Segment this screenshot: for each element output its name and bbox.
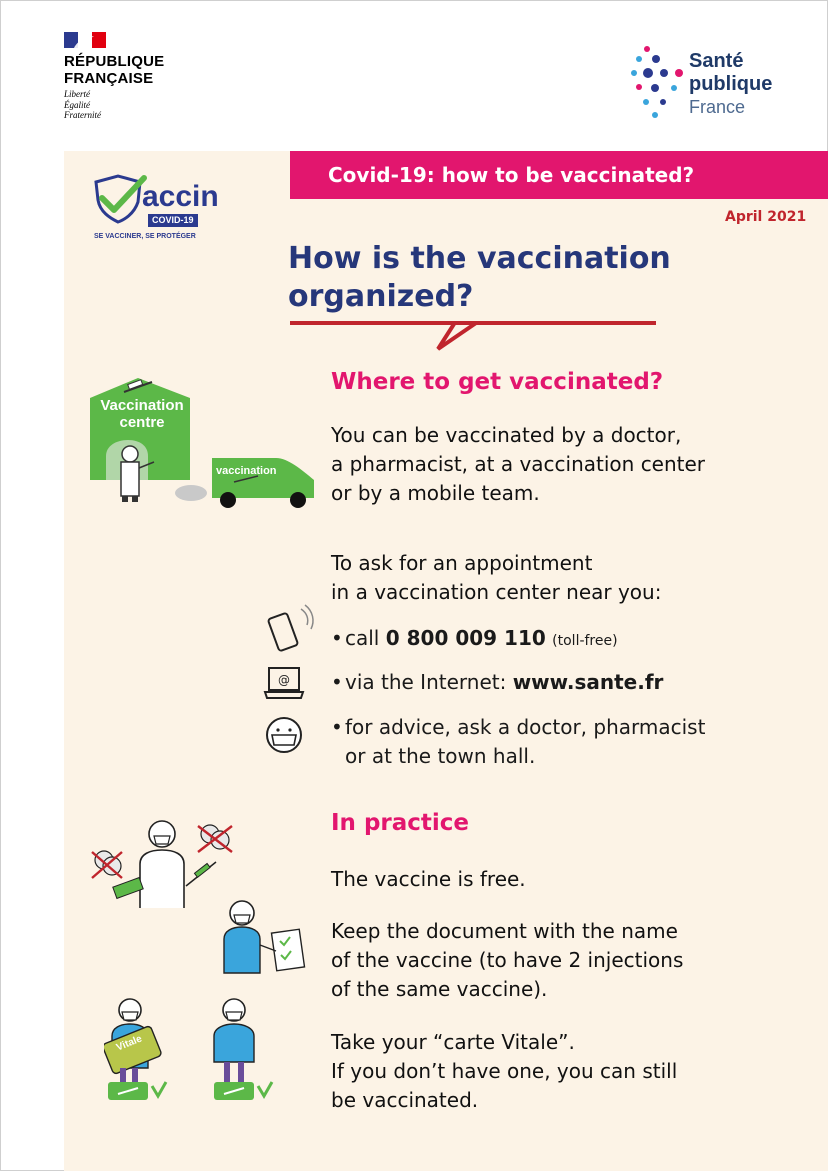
keep-line: Keep the document with the name — [331, 919, 678, 943]
republique-motto — [64, 89, 101, 121]
sante-publique-logo-text — [689, 50, 772, 119]
motto-liberte: Liberté — [64, 89, 90, 99]
person-without-card-illustration — [206, 996, 276, 1106]
vitale-line: be vaccinated. — [331, 1088, 479, 1112]
keep-line: of the vaccine (to have 2 injections — [331, 948, 684, 972]
toll-free-note: (toll-free) — [552, 633, 618, 649]
vitale-line: If you don’t have one, you can still — [331, 1059, 678, 1083]
vitale-line: Take your “carte Vitale”. — [331, 1030, 575, 1054]
advice-line1: for advice, ask a doctor, pharmacist — [345, 715, 706, 739]
centre-sign-line2: centre — [119, 414, 165, 431]
phone-icon — [265, 603, 319, 653]
spf-line1: Santé — [689, 50, 744, 72]
phone-number: 0 800 009 110 — [385, 626, 546, 650]
vaccin-covid-logo — [92, 174, 217, 246]
advice-item — [331, 713, 705, 771]
covid-badge: COVID-19 — [148, 214, 198, 227]
bullet: • — [331, 670, 343, 694]
spf-line3: France — [689, 97, 746, 117]
laptop-icon — [263, 664, 305, 702]
centre-sign-line1: Vaccination — [100, 397, 184, 414]
publication-date: April 2021 — [725, 209, 807, 225]
where-line: a pharmacist, at a vaccination center — [331, 452, 706, 476]
internet-prefix: via the Internet: — [345, 670, 513, 694]
vitale-text — [331, 1028, 677, 1115]
where-line: or by a mobile team. — [331, 481, 540, 505]
svg-text:@: @ — [278, 673, 290, 687]
where-title: Where to get vaccinated? — [331, 369, 664, 395]
republique-line2: FRANÇAISE — [64, 70, 154, 87]
marianne-flag-icon — [64, 32, 106, 48]
advice-line2: or at the town hall. — [345, 744, 536, 768]
person-with-card-illustration — [104, 996, 170, 1106]
keep-document-text — [331, 917, 683, 1004]
vaccin-word: accin — [142, 180, 219, 213]
call-prefix: call — [345, 626, 386, 650]
page-title — [288, 240, 708, 316]
keep-line: of the same vaccine). — [331, 977, 548, 1001]
vaccine-document-illustration — [218, 895, 328, 975]
practice-title: In practice — [331, 810, 470, 836]
where-line: You can be vaccinated by a doctor, — [331, 423, 682, 447]
spf-line2: publique — [689, 73, 773, 95]
republique-logo-text — [64, 53, 164, 87]
masked-face-icon — [264, 715, 304, 755]
title-banner: Covid-19: how to be vaccinated? — [290, 151, 828, 199]
vaccin-slogan: SE VACCINER, SE PROTÉGER — [94, 233, 196, 240]
page-title-line2: organized? — [288, 279, 474, 314]
website-link[interactable]: www.sante.fr — [512, 670, 664, 694]
appointment-line: To ask for an appointment — [331, 551, 593, 575]
van-label: vaccination — [216, 465, 277, 477]
speech-underline-icon — [286, 315, 658, 355]
sante-publique-dots-icon — [628, 42, 688, 122]
bullet: • — [331, 715, 343, 739]
motto-egalite: Égalité — [64, 99, 90, 110]
appointment-line: in a vaccination center near you: — [331, 580, 662, 604]
where-text — [331, 421, 705, 508]
call-item — [331, 624, 618, 656]
free-text: The vaccine is free. — [331, 867, 526, 891]
page-title-line1: How is the vaccination — [288, 241, 671, 276]
appointment-intro — [331, 549, 661, 607]
centre-sign — [92, 397, 192, 431]
vitale-card-label: Vitale — [114, 1033, 144, 1054]
bullet: • — [331, 626, 343, 650]
motto-fraternite: Fraternité — [64, 110, 101, 120]
republique-line1: RÉPUBLIQUE — [64, 53, 165, 70]
internet-item — [331, 668, 663, 697]
